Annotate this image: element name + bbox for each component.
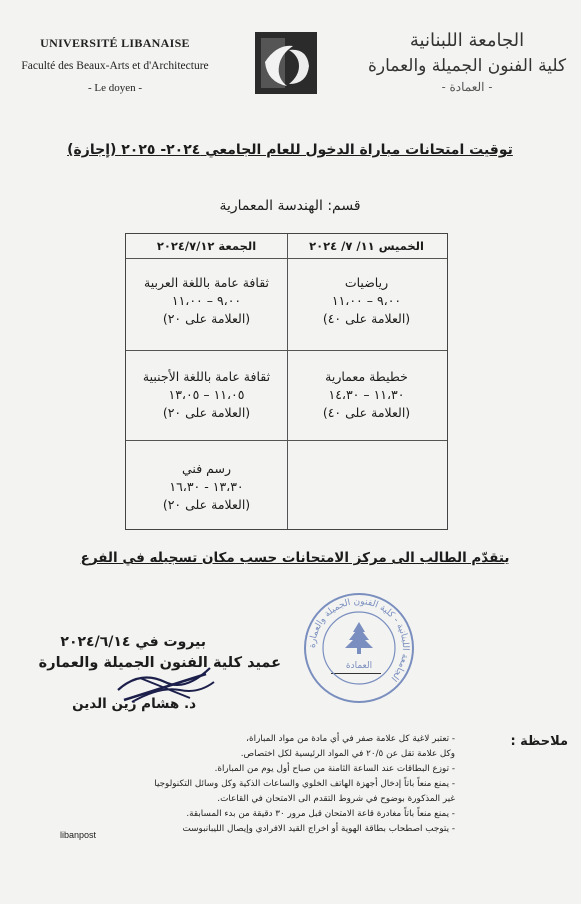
note-item: - تعتبر لاغية كل علامة صفر في أي مادة من مواد المباراة،	[246, 734, 455, 744]
faculty-name-ar: كلية الفنون الجميلة والعمارة	[367, 56, 567, 76]
table-cell	[286, 368, 447, 422]
dean-title: عميد كلية الفنون الجميلة والعمارة	[38, 655, 281, 671]
notes-label: ملاحظة :	[510, 734, 568, 749]
place-and-date: بيروت في ٢٠٢٤/٦/١٤	[60, 634, 206, 650]
exam-grade: (العلامة على ٢٠)	[162, 311, 251, 326]
exam-time: ١٣،٣٠ - ١٦،٣٠	[169, 479, 244, 494]
university-name-fr: UNIVERSITÉ LIBANAISE	[40, 36, 190, 50]
table-header-divider	[126, 258, 447, 259]
document-title: توقيت امتحانات مباراة الدخول للعام الجامعي ٢٠٢٤- ٢٠٢٥ (إجازة)	[67, 142, 513, 158]
dean-name: د. هشام زين الدين	[72, 696, 196, 712]
exam-time: ٩،٠٠ – ١١،٠٠	[171, 293, 242, 308]
subject-name: رسم فني	[182, 461, 231, 476]
table-cell	[286, 274, 447, 328]
subject-name: ثقافة عامة باللغة الأجنبية	[142, 369, 271, 384]
note-item: وكل علامة تقل عن ٢٠/٥ في المواد الرئيسية لكل اختصاص.	[240, 749, 455, 759]
table-header-day2: الجمعة ٢٠٢٤/٧/١٢	[156, 239, 257, 253]
doyen-label-fr: - Le doyen -	[87, 82, 143, 94]
subject-name: رياضيات	[344, 275, 389, 290]
exam-schedule-table	[125, 233, 448, 530]
faculty-name-fr: Faculté des Beaux-Arts et d'Architecture	[21, 60, 209, 72]
university-name-ar: الجامعة اللبنانية	[409, 30, 525, 51]
note-item: - توزع البطاقات عند الساعة الثامنة من صباح أول يوم من المباراة.	[214, 764, 455, 774]
department-label: قسم: الهندسة المعمارية	[219, 198, 361, 214]
seal-outer-text: الجامعة اللبنانية - كلية الفنون الجميلة والعمارة	[307, 596, 411, 683]
seal-inner-text: العمادة	[345, 661, 373, 671]
table-header-day1: الخميس ١١/ ٧/ ٢٠٢٤	[309, 239, 424, 253]
table-cell	[126, 274, 287, 328]
table-cell-empty	[286, 448, 447, 478]
table-cell	[126, 460, 287, 514]
university-logo-icon	[255, 32, 317, 94]
note-item: - يمنع منعاً باتاً مغادرة قاعة الامتحان قبل مرور ٣٠ دقيقة من بدء المسابقة.	[186, 809, 455, 819]
table-cell	[126, 368, 287, 422]
cedar-icon	[345, 622, 373, 654]
note-item: - يتوجب اصطحاب بطاقة الهوية أو اخراج القيد الافرادي وإيصال الليبانبوست	[182, 824, 455, 834]
exam-time: ٩،٠٠ – ١١،٠٠	[331, 293, 402, 308]
notes-list	[60, 732, 455, 837]
table-row-divider	[126, 350, 447, 351]
exam-center-note: يتقدّم الطالب الى مركز الامتحانات حسب مكان تسجيله في الفرع	[80, 550, 510, 566]
subject-name: ثقافة عامة باللغة العربية	[144, 275, 269, 290]
exam-time: ١١،٠٥ – ١٣،٠٥	[168, 387, 245, 402]
table-row-divider	[126, 440, 447, 441]
doyen-label-ar: - العمادة -	[441, 80, 493, 94]
exam-grade: (العلامة على ٢٠)	[162, 497, 251, 512]
subject-name: خطيطة معمارية	[325, 369, 408, 384]
exam-grade: (العلامة على ٢٠)	[162, 405, 251, 420]
note-item: - يمنع منعاً باتاً إدخال أجهزة الهاتف الخلوي والساعات الذكية وكل وسائل التكنولوجيا	[154, 779, 455, 789]
note-item: غير المذكورة بوضوح في شروط التقدم الى الامتحان في القاعات.	[217, 794, 455, 804]
exam-time: ١١،٣٠ – ١٤،٣٠	[328, 387, 405, 402]
exam-grade: (العلامة على ٤٠)	[322, 405, 411, 420]
official-seal	[303, 592, 415, 704]
libanpost-label: libanpost	[60, 830, 97, 840]
exam-grade: (العلامة على ٤٠)	[322, 311, 411, 326]
